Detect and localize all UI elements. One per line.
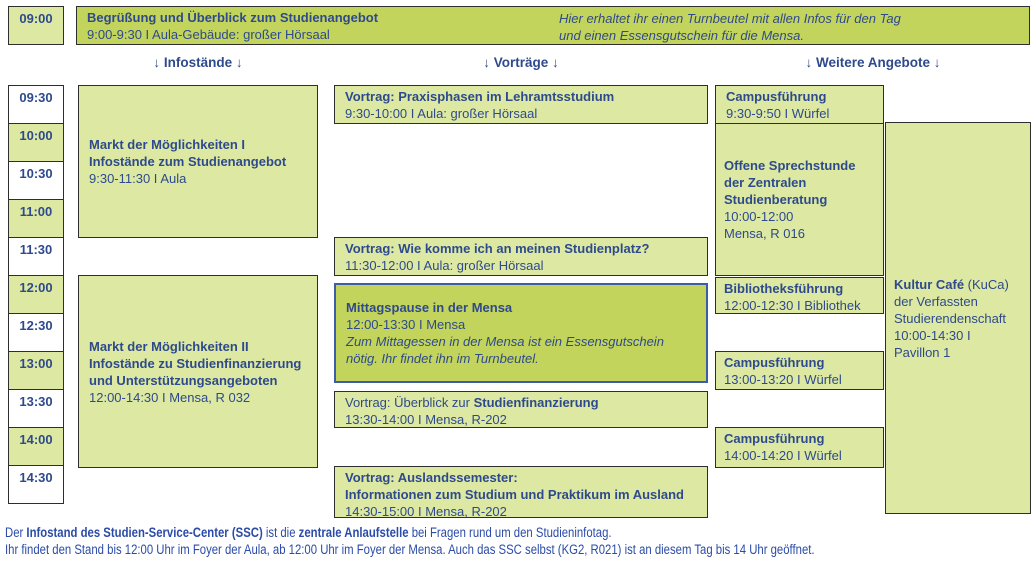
event-time: 9:30-11:30 I Aula [89, 171, 187, 186]
opening-note-line2: und einen Essensgutschein für die Mensa. [559, 28, 804, 43]
event-title-regular: (KuCa) [964, 276, 1009, 292]
event-campusfuehrung-2 [715, 351, 884, 390]
footer-anlaufstelle: zentrale Anlaufstelle [298, 525, 409, 540]
event-time: 12:00-14:30 I Mensa, R 032 [89, 389, 251, 405]
event-markt-der-moeglichkeiten-1 [78, 85, 318, 238]
event-subtitle-line1: der Verfassten [894, 293, 978, 309]
event-campusfuehrung-3 [715, 427, 884, 468]
event-vortrag-studienplatz [334, 237, 708, 276]
time-slot-1430: 14:30 [8, 465, 64, 504]
event-title-bold: Kultur Café [894, 276, 965, 292]
event-time: 14:00-14:20 I Würfel [724, 448, 842, 463]
event-title-line2: Infostände zum Studienangebot [89, 154, 287, 169]
event-title: Vortrag: Praxisphasen im Lehramtsstudium [345, 89, 615, 104]
event-mittagspause [334, 283, 708, 383]
footer-line2: Ihr findet den Stand bis 12:00 Uhr im Foyer der Aula, ab 12:00 Uhr im Foyer der Mensa. Auch das SSC selbst (KG2, R021) ist an diesem Tag bis 14 Uhr geöffnet. [5, 542, 815, 557]
event-time: 11:30-12:00 I Aula: großer Hörsaal [345, 258, 544, 273]
event-time: 12:00-12:30 I Bibliothek [724, 298, 861, 313]
event-title-line2: der Zentralen [724, 175, 807, 190]
footer-seg3: ist die [262, 525, 299, 540]
event-title: Campusführung [724, 355, 825, 370]
event-title-line2: Informationen zum Studium und Praktikum im Ausland [345, 487, 684, 502]
event-title [345, 394, 699, 411]
event-time: 14:30-15:00 I Mensa, R-202 [345, 504, 507, 519]
time-slot-1230: 12:30 [8, 313, 64, 352]
event-time: 13:00-13:20 I Würfel [724, 372, 842, 387]
event-title: Markt der Möglichkeiten II [89, 338, 249, 354]
event-title-line2: Infostände zu Studienfinanzierung [89, 355, 302, 371]
time-slot-1130: 11:30 [8, 237, 64, 276]
time-slot-1030: 10:30 [8, 161, 64, 200]
event-location: Pavillon 1 [894, 344, 951, 360]
event-title-line3: und Unterstützungsangeboten [89, 372, 278, 388]
event-campusfuehrung-1 [715, 85, 884, 124]
opening-note [559, 10, 901, 44]
event-time: 10:00-14:30 I [894, 327, 971, 343]
opening-title: Begrüßung und Überblick zum Studienangebot [87, 10, 379, 25]
event-location: Mensa, R 016 [724, 226, 805, 241]
event-time: 9:30-10:00 I Aula: großer Hörsaal [345, 106, 538, 121]
event-title: Vortrag: Auslandssemester: [345, 470, 518, 485]
event-vortrag-auslandssemester [334, 466, 708, 518]
time-slot-1200: 12:00 [8, 275, 64, 314]
column-header-infostaende: ↓ Infostände ↓ [153, 55, 243, 70]
event-note: Zum Mittagessen in der Mensa ist ein Essensgutschein nötig. Ihr findet ihn im Turnbeutel. [346, 334, 664, 366]
event-kultur-cafe [885, 122, 1031, 514]
footer-note [5, 524, 815, 558]
event-time: 10:00-12:00 [724, 209, 794, 224]
time-slot-1000: 10:00 [8, 123, 64, 162]
footer-seg1: Der [5, 525, 27, 540]
event-bibliotheksfuehrung [715, 277, 884, 314]
column-header-vortraege: ↓ Vorträge ↓ [483, 55, 559, 70]
event-title: Vortrag: Wie komme ich an meinen Studienplatz? [345, 241, 650, 256]
event-vortrag-studienfinanzierung [334, 391, 708, 428]
event-title: Mittagspause in der Mensa [346, 300, 513, 315]
time-slot-0900: 09:00 [8, 6, 64, 45]
opening-note-line1: Hier erhaltet ihr einen Turnbeutel mit allen Infos für den Tag [559, 11, 901, 26]
footer-line1 [5, 524, 815, 541]
event-title-bold: Studienfinanzierung [473, 395, 599, 410]
event-time: 13:30-14:00 I Mensa, R-202 [345, 412, 507, 427]
event-title: Markt der Möglichkeiten I [89, 137, 246, 152]
opening-details: 9:00-9:30 I Aula-Gebäude: großer Hörsaal [87, 27, 330, 42]
time-slot-1330: 13:30 [8, 389, 64, 428]
event-subtitle-line2: Studierendenschaft [894, 310, 1007, 326]
time-slot-1400: 14:00 [8, 427, 64, 466]
event-title: Offene Sprechstunde [724, 158, 856, 173]
event-title: Campusführung [726, 89, 827, 104]
event-time: 12:00-13:30 I Mensa [346, 317, 466, 332]
event-vortrag-praxisphasen [334, 85, 708, 124]
footer-seg5: bei Fragen rund um den Studieninfotag. [408, 525, 612, 540]
opening-event-box [76, 6, 1030, 45]
event-title: Campusführung [724, 431, 825, 446]
event-time: 9:30-9:50 I Würfel [726, 106, 830, 121]
event-markt-der-moeglichkeiten-2 [78, 275, 318, 468]
event-title-line3: Studienberatung [724, 192, 828, 207]
time-slot-1300: 13:00 [8, 351, 64, 390]
event-offene-sprechstunde [715, 123, 884, 276]
footer-ssc-infostand: Infostand des Studien-Service-Center (SSC) [26, 525, 263, 540]
event-title: Bibliotheksführung [724, 281, 844, 296]
time-slot-0930: 09:30 [8, 85, 64, 124]
event-title-regular: Vortrag: Überblick zur [345, 395, 474, 410]
event-title [894, 276, 1022, 293]
time-slot-1100: 11:00 [8, 199, 64, 238]
column-header-weitere-angebote: ↓ Weitere Angebote ↓ [805, 55, 941, 70]
